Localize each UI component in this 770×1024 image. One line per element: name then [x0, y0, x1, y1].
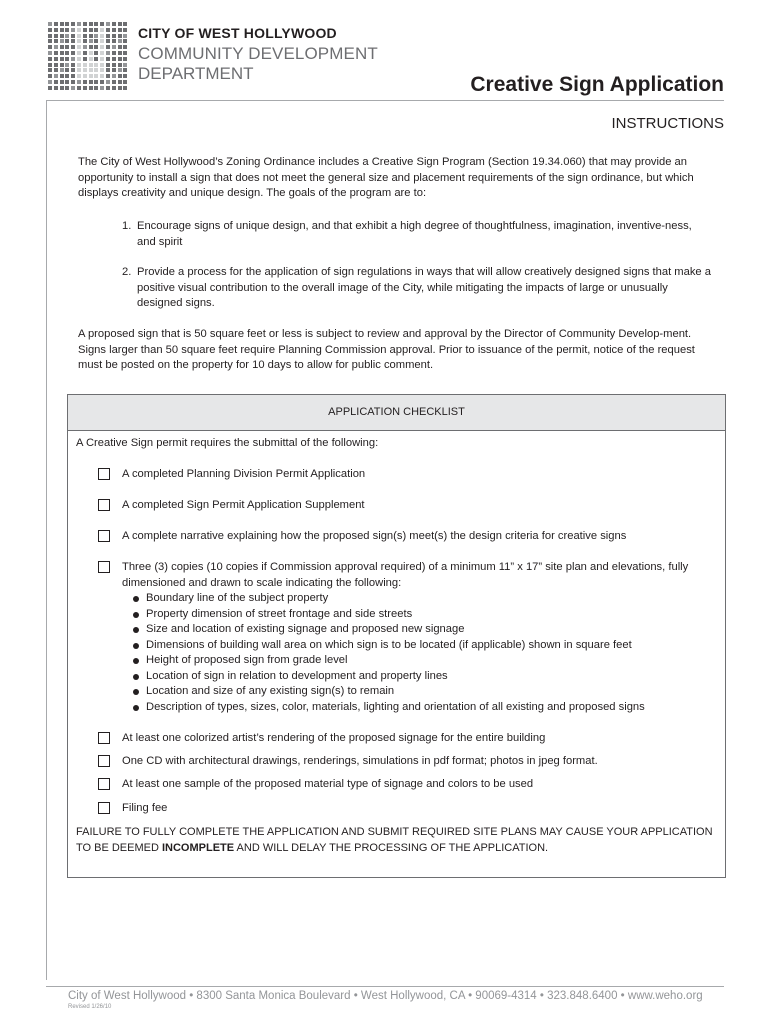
logo-tile [60, 63, 64, 67]
logo-tile [65, 45, 69, 49]
logo-tile [123, 45, 127, 49]
logo-tile [71, 51, 75, 55]
site-plan-requirement [146, 669, 448, 685]
department-line-2: DEPARTMENT [138, 64, 254, 83]
checklist-item-label: One CD with architectural drawings, renderings, simulations in pdf format; photos in jpeg format. [122, 755, 598, 767]
logo-tile [71, 63, 75, 67]
logo-tile [123, 63, 127, 67]
logo-tile [94, 51, 98, 55]
left-border [46, 100, 47, 980]
logo-tile [65, 74, 69, 78]
logo-tile [60, 80, 64, 84]
logo-tile [89, 34, 93, 38]
logo-tile [77, 80, 81, 84]
logo-tile [89, 51, 93, 55]
logo-tile [118, 51, 122, 55]
logo-tile [118, 22, 122, 26]
logo-tile [83, 45, 87, 49]
logo-tile [77, 45, 81, 49]
logo-tile [100, 45, 104, 49]
warning-emphasis: INCOMPLETE [161, 841, 235, 854]
header-divider [46, 100, 724, 101]
site-plan-requirement [146, 653, 348, 669]
logo-tile [48, 68, 52, 72]
logo-tile [83, 39, 87, 43]
logo-tile [54, 28, 58, 32]
checklist-intro: A Creative Sign permit requires the submittal of the following: [76, 437, 379, 449]
logo-tile [60, 28, 64, 32]
logo-tile [48, 74, 52, 78]
logo-tile [60, 22, 64, 26]
goal-item [122, 219, 712, 250]
logo-tile [77, 57, 81, 61]
logo-tile [65, 80, 69, 84]
warning-text-end: AND WILL DELAY THE PROCESSING OF THE APPLICATION. [234, 841, 549, 854]
logo-tile [54, 22, 58, 26]
logo-tile [71, 57, 75, 61]
department-line-1: COMMUNITY DEVELOPMENT [138, 44, 378, 63]
logo-tile [100, 57, 104, 61]
checklist-item-label: At least one sample of the proposed material type of signage and colors to be used [122, 778, 534, 790]
site-plan-requirement [146, 700, 645, 716]
logo-tile [112, 57, 116, 61]
logo-tile [60, 45, 64, 49]
logo-tile [100, 86, 104, 90]
bullet-icon [133, 612, 139, 618]
checklist-item-label: At least one colorized artist’s rendering of the proposed signage for the entire building [122, 732, 546, 744]
logo-tile [89, 57, 93, 61]
goal-item [122, 265, 712, 312]
footer-divider [46, 986, 724, 987]
logo-tile [71, 22, 75, 26]
logo-tile [71, 34, 75, 38]
checkbox[interactable] [98, 732, 110, 744]
logo-tile [48, 80, 52, 84]
logo-tile [112, 51, 116, 55]
org-name [138, 26, 378, 82]
logo-tile [100, 22, 104, 26]
logo-tile [54, 51, 58, 55]
logo-tile [60, 68, 64, 72]
site-plan-requirement [146, 684, 394, 700]
logo-tile [60, 39, 64, 43]
logo-tile [118, 57, 122, 61]
logo-tile [106, 39, 110, 43]
logo-tile [123, 57, 127, 61]
checklist-heading: APPLICATION CHECKLIST [68, 395, 725, 431]
logo-tile [106, 22, 110, 26]
application-checklist [67, 394, 726, 878]
logo-tile [94, 68, 98, 72]
logo-tile [54, 63, 58, 67]
logo-tile [112, 63, 116, 67]
logo-tile [106, 34, 110, 38]
logo-tile [112, 28, 116, 32]
goal-number: 1. [122, 220, 132, 232]
logo-tile [71, 45, 75, 49]
logo-tile [118, 74, 122, 78]
requirement-text: Height of proposed sign from grade level [146, 654, 348, 666]
checklist-item-label: Filing fee [122, 802, 168, 814]
logo-tile [77, 63, 81, 67]
logo-tile [48, 63, 52, 67]
logo-tile [54, 34, 58, 38]
logo-tile [77, 39, 81, 43]
logo-tile [94, 80, 98, 84]
logo-tile [118, 34, 122, 38]
logo-tile [54, 68, 58, 72]
goal-text: Encourage signs of unique design, and that exhibit a high degree of thoughtfulness, imagination, inventive-ness, and spirit [137, 220, 692, 248]
logo-tile [65, 86, 69, 90]
logo-tile [100, 34, 104, 38]
logo-tile [83, 68, 87, 72]
checkbox[interactable] [98, 468, 110, 480]
logo-tile [118, 45, 122, 49]
incomplete-warning [76, 825, 716, 856]
logo-tile [54, 74, 58, 78]
logo-tile [118, 28, 122, 32]
logo-tile [48, 86, 52, 90]
logo-tile [83, 34, 87, 38]
logo-tile [65, 57, 69, 61]
requirement-text: Location of sign in relation to development and property lines [146, 669, 448, 682]
requirement-text: Size and location of existing signage and proposed new signage [146, 623, 465, 635]
logo-tile [123, 39, 127, 43]
checkbox[interactable] [98, 561, 110, 573]
logo-tile [94, 22, 98, 26]
logo-tile [118, 86, 122, 90]
logo-tile [112, 22, 116, 26]
logo-tile [71, 68, 75, 72]
logo-tile [60, 74, 64, 78]
site-plan-requirement [146, 591, 328, 607]
logo-tile [83, 51, 87, 55]
logo-tile [106, 63, 110, 67]
bullet-icon [133, 674, 139, 680]
logo-tile [89, 28, 93, 32]
requirement-text: Location and size of any existing sign(s) to remain [146, 685, 395, 697]
logo-tile [123, 80, 127, 84]
logo-tile [77, 34, 81, 38]
city-name: CITY OF WEST HOLLYWOOD [138, 25, 337, 41]
logo-tile [112, 34, 116, 38]
requirement-text: Dimensions of building wall area on which sign is to be located (if applicable) shown in square feet [146, 638, 632, 651]
logo-tile [112, 45, 116, 49]
logo-tile [83, 86, 87, 90]
checklist-item-label: A completed Planning Division Permit Application [122, 468, 366, 480]
logo-tile [48, 39, 52, 43]
logo-tile [123, 22, 127, 26]
checkbox[interactable] [98, 499, 110, 511]
logo-tile [89, 80, 93, 84]
approval-paragraph: A proposed sign that is 50 square feet or less is subject to review and approval by the Director of Community Develop-ment. Signs larger than 50 square feet require Planning Commission approval. Prior to issuance of the permit, notice of the request must be posted on the property for 10 days to allow for public comment. [78, 328, 695, 371]
checkbox[interactable] [98, 802, 110, 814]
logo-tile [118, 63, 122, 67]
bullet-icon [133, 643, 139, 649]
logo-tile [106, 80, 110, 84]
logo-tile [123, 68, 127, 72]
logo-tile [54, 80, 58, 84]
revision-date: Revised 1/26/10 [68, 1004, 112, 1010]
logo-tile [106, 51, 110, 55]
logo-tile [89, 74, 93, 78]
logo-tile [112, 80, 116, 84]
logo-tile [77, 74, 81, 78]
logo-tile [94, 74, 98, 78]
requirement-text: Description of types, sizes, color, materials, lighting and orientation of all existing and proposed signs [146, 700, 645, 713]
requirement-text: Boundary line of the subject property [146, 592, 329, 604]
logo-tile [94, 86, 98, 90]
logo-tile [106, 86, 110, 90]
logo-tile [123, 28, 127, 32]
logo-tile [106, 28, 110, 32]
logo-tile [94, 34, 98, 38]
warning-text: FAILURE TO FULLY COMPLETE THE APPLICATION AND SUBMIT REQUIRED SITE PLANS MAY CAUSE YOUR APPLICATION TO BE DEEMED [76, 826, 713, 854]
logo-tile [60, 86, 64, 90]
logo-tile [48, 57, 52, 61]
logo-tile [65, 22, 69, 26]
logo-tile [65, 39, 69, 43]
logo-tile [89, 68, 93, 72]
logo-tile [65, 51, 69, 55]
logo-tile [83, 74, 87, 78]
requirement-text: Property dimension of street frontage and side streets [146, 607, 413, 620]
logo-tile [77, 28, 81, 32]
logo-tile [60, 57, 64, 61]
logo-tile [100, 63, 104, 67]
logo-tile [60, 51, 64, 55]
goal-text: Provide a process for the application of sign regulations in ways that will allow creatively designed signs that make a positive visual contribution to the overall image of the City, while mitigating the impacts of large or unusually designed signs. [137, 266, 711, 309]
logo-tile [83, 28, 87, 32]
logo-tile [94, 45, 98, 49]
city-logo [48, 22, 128, 90]
checklist-item-label: Three (3) copies (10 copies if Commission approval required) of a minimum 11” x 17” site plan and elevations, fully dimensioned and drawn to scale indicating the following: [122, 561, 689, 589]
logo-tile [71, 86, 75, 90]
logo-tile [123, 34, 127, 38]
logo-tile [65, 28, 69, 32]
bullet-icon [133, 689, 139, 695]
logo-tile [54, 45, 58, 49]
logo-tile [118, 80, 122, 84]
logo-tile [71, 74, 75, 78]
logo-tile [77, 86, 81, 90]
logo-tile [77, 68, 81, 72]
logo-tile [100, 51, 104, 55]
logo-tile [94, 63, 98, 67]
logo-tile [65, 63, 69, 67]
logo-tile [89, 63, 93, 67]
logo-tile [112, 68, 116, 72]
logo-tile [112, 74, 116, 78]
logo-tile [48, 28, 52, 32]
checklist-item-label: A complete narrative explaining how the proposed sign(s) meet(s) the design criteria for creative signs [122, 530, 627, 542]
bullet-icon [133, 658, 139, 664]
logo-tile [89, 39, 93, 43]
logo-tile [83, 80, 87, 84]
logo-tile [123, 74, 127, 78]
logo-tile [89, 45, 93, 49]
logo-tile [100, 39, 104, 43]
checkbox[interactable] [98, 530, 110, 542]
logo-tile [112, 86, 116, 90]
logo-tile [65, 68, 69, 72]
logo-tile [54, 86, 58, 90]
logo-tile [118, 39, 122, 43]
checkbox[interactable] [98, 755, 110, 767]
logo-tile [94, 57, 98, 61]
logo-tile [100, 68, 104, 72]
checkbox[interactable] [98, 778, 110, 790]
site-plan-requirement [146, 638, 632, 654]
logo-tile [71, 80, 75, 84]
logo-tile [65, 34, 69, 38]
logo-tile [77, 22, 81, 26]
logo-tile [112, 39, 116, 43]
logo-tile [71, 39, 75, 43]
logo-tile [106, 68, 110, 72]
logo-tile [123, 86, 127, 90]
logo-tile [83, 63, 87, 67]
logo-tile [94, 28, 98, 32]
logo-tile [118, 68, 122, 72]
intro-paragraph: The City of West Hollywood’s Zoning Ordinance includes a Creative Sign Program (Section 19.34.060) that may provide an opportunity to install a sign that does not meet the general size and placement requirements of the sign ordinance, but which displays creativity and unique design. The goals of the program are to: [78, 156, 694, 199]
logo-tile [83, 57, 87, 61]
document-title: Creative Sign Application [470, 73, 724, 96]
logo-tile [100, 80, 104, 84]
logo-tile [60, 34, 64, 38]
logo-tile [71, 28, 75, 32]
checklist-item-label: A completed Sign Permit Application Supplement [122, 499, 365, 511]
logo-tile [106, 45, 110, 49]
section-heading: INSTRUCTIONS [611, 115, 724, 132]
logo-tile [100, 28, 104, 32]
logo-tile [106, 57, 110, 61]
logo-tile [89, 86, 93, 90]
bullet-icon [133, 627, 139, 633]
logo-tile [100, 74, 104, 78]
logo-tile [48, 45, 52, 49]
bullet-icon [133, 705, 139, 711]
logo-tile [48, 22, 52, 26]
goal-number: 2. [122, 266, 132, 278]
site-plan-requirement [146, 607, 412, 623]
logo-tile [94, 39, 98, 43]
logo-tile [48, 34, 52, 38]
logo-tile [106, 74, 110, 78]
logo-tile [77, 51, 81, 55]
logo-tile [54, 39, 58, 43]
logo-tile [123, 51, 127, 55]
logo-tile [89, 22, 93, 26]
site-plan-requirement [146, 622, 464, 638]
bullet-icon [133, 596, 139, 602]
footer-address: City of West Hollywood • 8300 Santa Monica Boulevard • West Hollywood, CA • 90069-4314 • 323.848.6400 • www.weho.org [68, 990, 703, 1002]
logo-tile [48, 51, 52, 55]
logo-tile [54, 57, 58, 61]
logo-tile [83, 22, 87, 26]
